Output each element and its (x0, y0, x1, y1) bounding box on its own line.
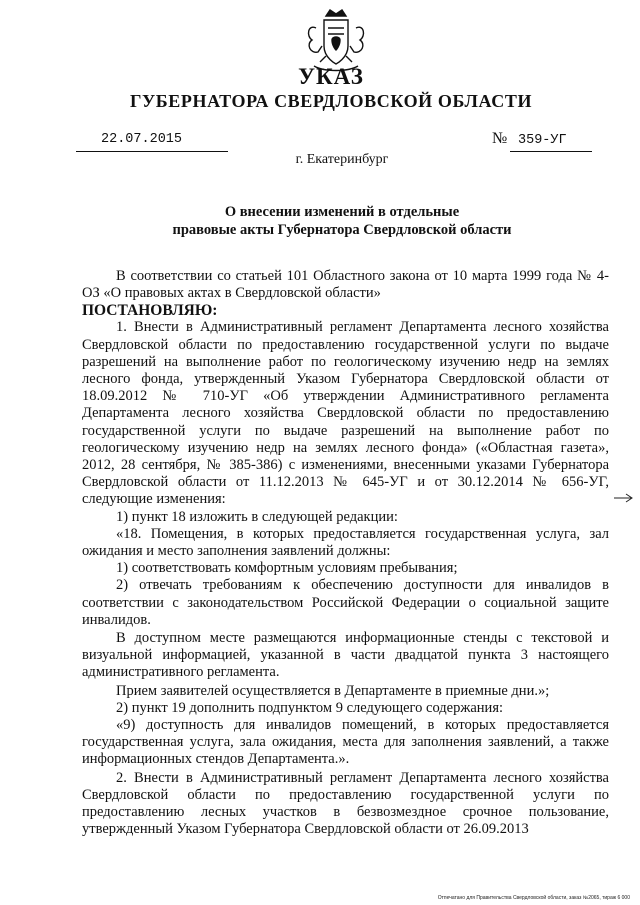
paragraph-clause-9: «9) доступность для инвалидов помещений, в которых предоставляется государственная услуга, зала ожидания, места для заполнения заявлений, а также информационных стендов Департамента.». (82, 717, 609, 768)
document-subject (0, 203, 640, 239)
city-name: г. Екатеринбург (295, 152, 389, 167)
issuer-heading: ГУБЕРНАТОРА СВЕРДЛОВСКОЙ ОБЛАСТИ (129, 91, 533, 111)
paragraph-requirement-2: 2) отвечать требованиям к обеспечению доступности для инвалидов в соответствии с законодательством Российской Федерации о социальной защите инвалидов. (82, 577, 609, 628)
document-date: 22.07.2015 (101, 132, 183, 147)
paragraph-subitem-1: 1) пункт 18 изложить в следующей редакции: (116, 508, 398, 525)
number-sign: № (492, 130, 508, 147)
paragraph-decree: ПОСТАНОВЛЯЮ: (82, 302, 218, 320)
paragraph-item-2: 2. Внести в Административный регламент Департамента лесного хозяйства Свердловской области по предоставлению государственной услуги по предоставлению лесных участков в безвозмездное срочное пользование, утвержденный Указом Губернатора Свердловской области от 26.09.2013 (82, 769, 609, 838)
subject-line-2: правовые акты Губернатора Свердловской области (172, 222, 512, 238)
margin-mark-icon (612, 490, 634, 506)
document-body (82, 268, 609, 839)
paragraph-requirement-1: 1) соответствовать комфортным условиям пребывания; (116, 560, 458, 577)
print-note: Отпечатано для Правительства Свердловской области, заказ №2065, тираж 6 000 (437, 895, 630, 901)
paragraph-clause-18: «18. Помещения, в которых предоставляется государственная услуга, зал ожидания и место заполнения заявлений должны: (82, 525, 609, 560)
paragraph-reception: Прием заявителей осуществляется в Департаменте в приемные дни.»; (116, 682, 550, 699)
paragraph-item-1: 1. Внести в Административный регламент Департамента лесного хозяйства Свердловской области по предоставлению государственной услуги по выдаче разрешений на выполнение работ по геологическому изучению недр на землях лесного фонда, утвержденный Указом Губернатора Свердловской области от 18.09.2012 № 710-УГ «Об утверждении Административного регламента Департамента лесного хозяйства Свердловской области по предоставлению государственной услуги по выдаче разрешений на выполнение работ по геологическому изучению недр на землях лесного фонда» («Областная газета», 2012, 28 сентября, № 385-386) с изменениями, внесенными указами Губернатора Свердловской области от 11.12.2013 № 645-УГ и от 30.12.2014 № 656-УГ, следующие изменения: (82, 319, 609, 508)
paragraph-info-stands: В доступном месте размещаются информационные стенды с текстовой и визуальной информацией, указанной в части двадцатой пункта 3 настоящего административного регламента. (82, 630, 609, 681)
paragraph-preamble: В соответствии со статьей 101 Областного закона от 10 марта 1999 года № 4-ОЗ «О правовых актах в Свердловской области» (82, 268, 609, 302)
document-type-heading: УКАЗ (298, 64, 364, 89)
document-number: 359-УГ (518, 133, 567, 148)
subject-line-1: О внесении изменений в отдельные (224, 204, 460, 220)
paragraph-subitem-2: 2) пункт 19 дополнить подпунктом 9 следующего содержания: (116, 699, 504, 716)
